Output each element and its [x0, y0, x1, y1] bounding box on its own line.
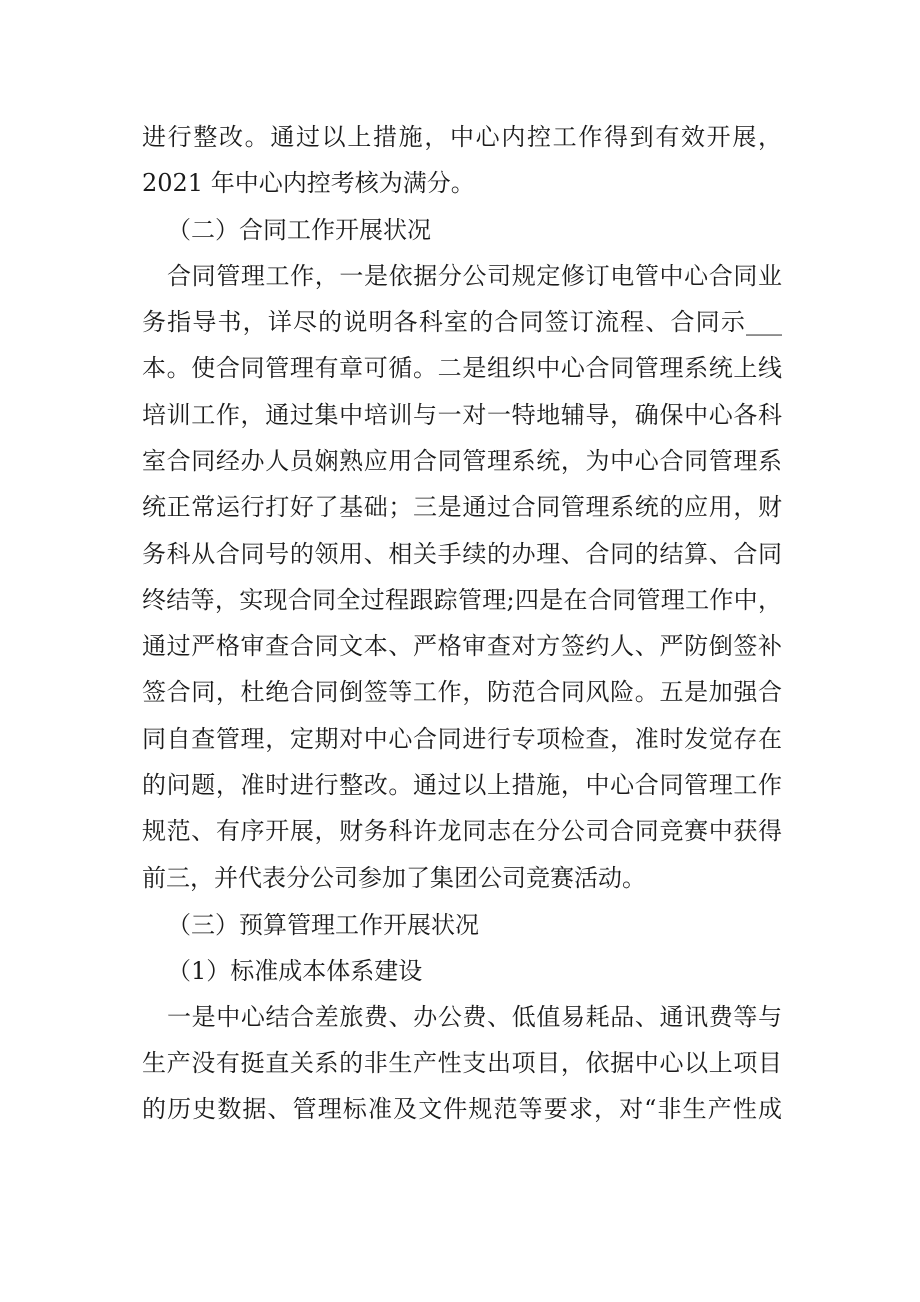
text-line: 前三，并代表分公司参加了集团公司竞赛活动。 — [142, 864, 646, 892]
text-line: 规范、有序开展，财务科许龙同志在分公司合同竞赛中获得 — [142, 817, 782, 845]
text-line: 合同管理工作，一是依据分公司规定修订电管中心合同业 — [167, 262, 782, 290]
text-line: 终结等，实现合同全过程跟踪管理;四是在合同管理工作中， — [142, 586, 782, 614]
text-line: 本。使合同管理有章可循。二是组织中心合同管理系统上线 — [142, 354, 782, 382]
text-line: 生产没有挺直关系的非生产性支出项目，依据中心以上项目 — [142, 1049, 782, 1077]
section-heading: （三）预算管理工作开展状况 — [167, 911, 479, 939]
text-line: 2021 年中心内控考核为满分。 — [142, 169, 475, 197]
text-line: 一是中心结合差旅费、办公费、低值易耗品、通讯费等与 — [167, 1003, 782, 1031]
text-line: 同自查管理，定期对中心合同进行专项检查，准时发觉存在 — [142, 725, 782, 753]
text-line: 务科从合同号的领用、相关手续的办理、合同的结算、合同 — [142, 540, 782, 568]
text-line: 签合同，杜绝合同倒签等工作，防范合同风险。五是加强合 — [142, 678, 782, 706]
text-line: 的历史数据、管理标准及文件规范等要求，对“非生产性成 — [142, 1095, 782, 1123]
text-line: 室合同经办人员娴熟应用合同管理系统，为中心合同管理系 — [142, 447, 782, 475]
text-line: 进行整改。通过以上措施，中心内控工作得到有效开展， — [142, 123, 782, 151]
text-line: 务指导书，详尽的说明各科室的合同签订流程、合同示___ — [142, 308, 782, 336]
text-line: 通过严格审查合同文本、严格审查对方签约人、严防倒签补 — [142, 632, 782, 660]
subsection-heading: （1）标准成本体系建设 — [167, 957, 423, 985]
text-line: 培训工作，通过集中培训与一对一特地辅导，确保中心各科 — [142, 401, 782, 429]
text-line: 统正常运行打好了基础；三是通过合同管理系统的应用，财 — [142, 493, 782, 521]
section-heading: （二）合同工作开展状况 — [167, 216, 431, 244]
text-line: 的问题，准时进行整改。通过以上措施，中心合同管理工作 — [142, 771, 782, 799]
